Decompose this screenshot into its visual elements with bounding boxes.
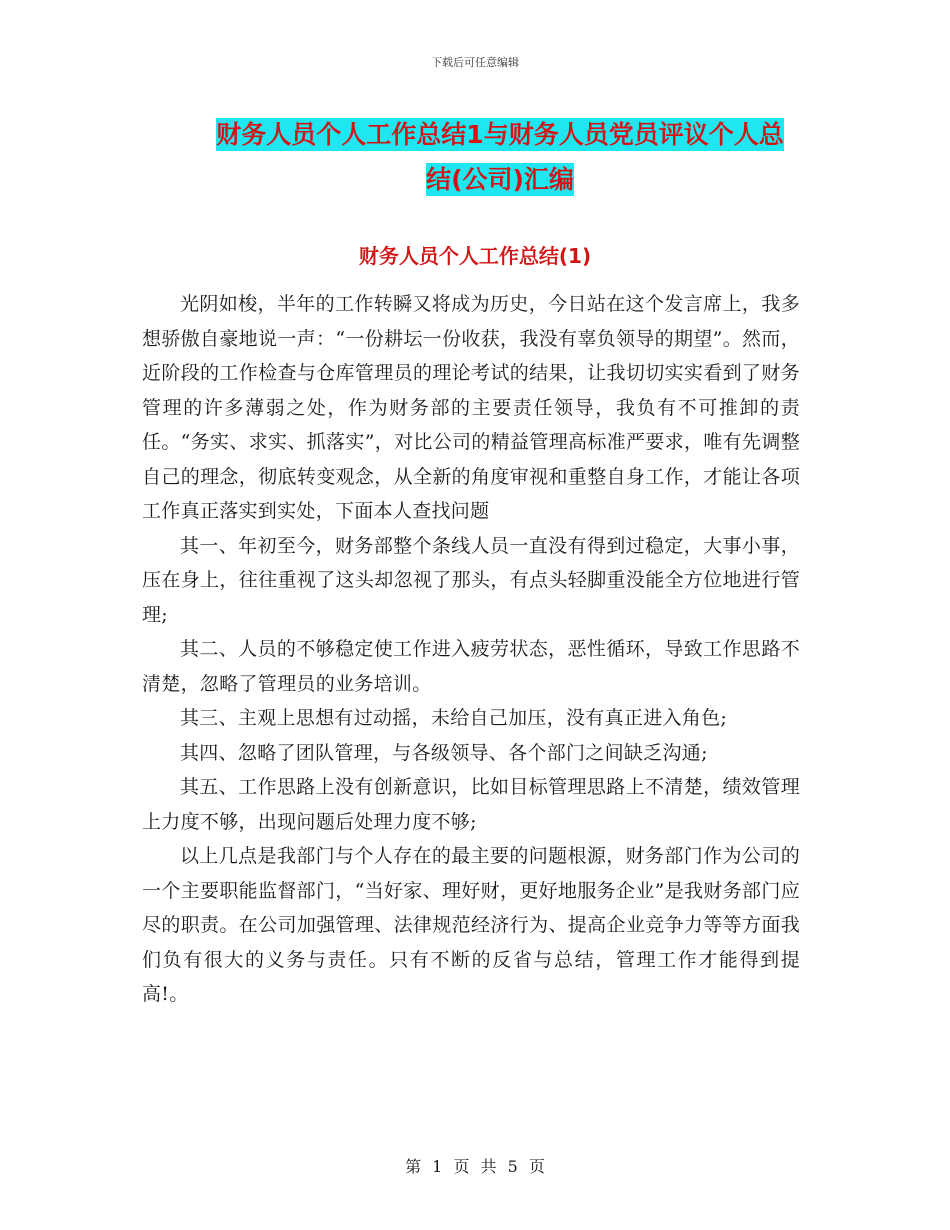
section-title: 财务人员个人工作总结(1) xyxy=(358,244,592,268)
paragraph: 光阴如梭，半年的工作转瞬又将成为历史，今日站在这个发言席上，我多想骄傲自豪地说一声：“一份耕坛一份收获，我没有辜负领导的期望”。然而，近阶段的工作检查与仓库管理员的理论考试的结果，让我切切实实看到了财务管理的许多薄弱之处，作为财务部的主要责任领导，我负有不可推卸的责任。“务实、求实、抓落实”，对比公司的精益管理高标准严要求，唯有先调整自己的理念，彻底转变观念，从全新的角度审视和重整自身工作，才能让各项工作真正落实到实处，下面本人查找问题 xyxy=(142,293,800,522)
paragraph: 其五、工作思路上没有创新意识，比如目标管理思路上不清楚，绩效管理上力度不够，出现问题后处理力度不够; xyxy=(142,776,800,833)
title-line-1: 财务人员个人工作总结1与财务人员党员评议个人总 xyxy=(216,120,784,149)
header-note: 下载后可任意编辑 xyxy=(431,56,519,69)
paragraph: 其一、年初至今，财务部整个条线人员一直没有得到过稳定，大事小事，压在身上，往往重视了这头却忽视了那头，有点头轻脚重没能全方位地进行管理; xyxy=(142,534,800,626)
paragraph: 其二、人员的不够稳定使工作进入疲劳状态，恶性循环，导致工作思路不清楚，忽略了管理员的业务培训。 xyxy=(142,638,800,695)
paragraph: 其四、忽略了团队管理，与各级领导、各个部门之间缺乏沟通; xyxy=(180,741,708,764)
paragraph: 以上几点是我部门与个人存在的最主要的问题根源，财务部门作为公司的一个主要职能监督部门，“当好家、理好财，更好地服务企业”是我财务部门应尽的职责。在公司加强管理、法律规范经济行为、提高企业竞争力等等方面我们负有很大的义务与责任。只有不断的反省与总结，管理工作才能得到提高!。 xyxy=(142,845,800,1005)
body-text xyxy=(142,287,800,1012)
title-line-2: 结(公司)汇编 xyxy=(426,165,574,194)
paragraph: 其三、主观上思想有过动摇，未给自己加压，没有真正进入角色; xyxy=(180,707,728,729)
document-title xyxy=(150,112,850,202)
page-footer: 第 1 页 共 5 页 xyxy=(405,1157,545,1176)
